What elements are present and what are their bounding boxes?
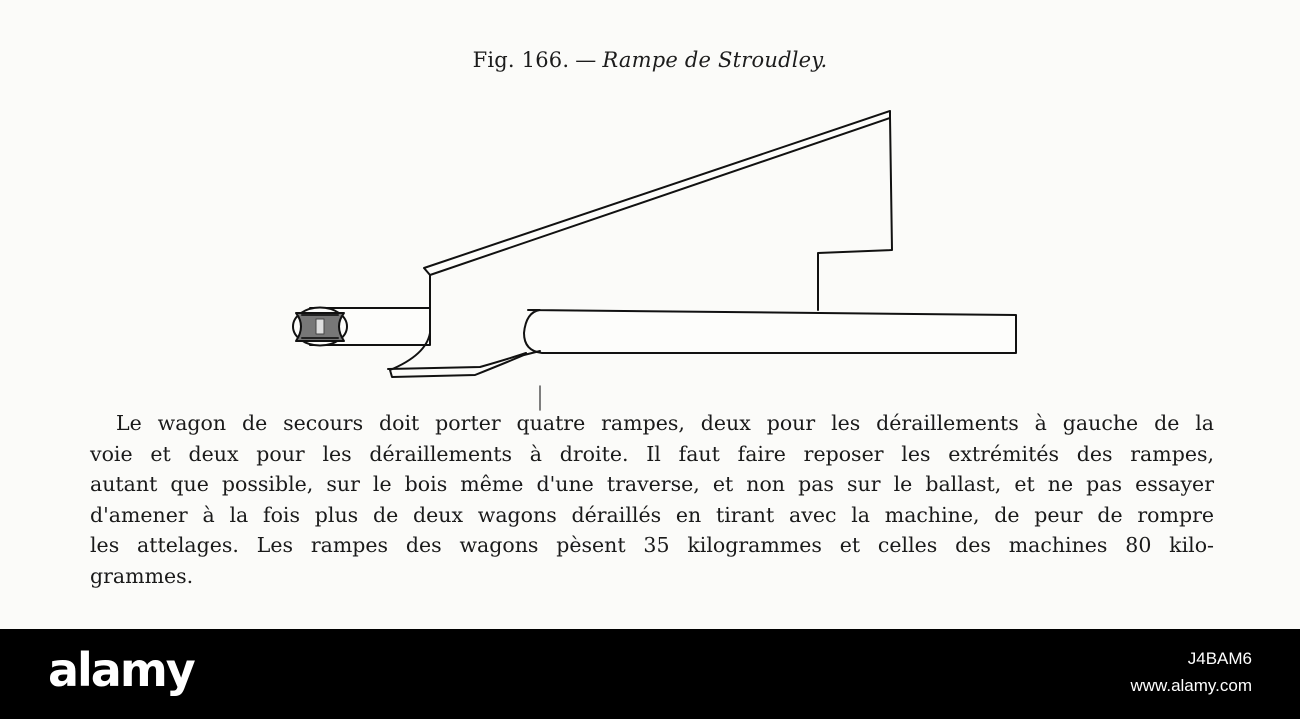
site-url: www.alamy.com	[1130, 676, 1252, 695]
text-line: voie et deux pour les déraillements à droite. Il faut faire reposer les extrémités des rampes,	[90, 441, 1214, 466]
text-line: les attelages. Les rampes des wagons pèsent 35 kilogrammes et celles des machines 80 kilo-	[90, 533, 1214, 557]
ramp-top-plate	[424, 111, 890, 275]
watermark-banner	[0, 629, 1300, 719]
figure-title: Rampe de Stroudley.	[602, 48, 828, 72]
rail-body	[524, 310, 1016, 353]
image-id: J4BAM6	[1187, 649, 1252, 668]
figure-caption	[0, 48, 1300, 72]
alamy-logo: alamy	[48, 643, 194, 697]
text-line: d'amener à la fois plus de deux wagons déraillés en tirant avec la machine, de peur de rompre	[90, 502, 1214, 527]
body-paragraph	[90, 408, 1214, 591]
text-line: Le wagon de secours doit porter quatre rampes, deux pour les déraillements à gauche de la	[116, 411, 1214, 435]
rail-section	[293, 308, 347, 346]
stroudley-ramp-illustration	[280, 105, 1040, 415]
text-line: grammes.	[90, 563, 194, 588]
figure-number: Fig. 166.	[472, 48, 570, 72]
text-line: autant que possible, sur le bois même d'une traverse, et non pas sur le ballast, et ne pas essayer	[90, 472, 1214, 496]
caption-separator: —	[575, 48, 597, 72]
